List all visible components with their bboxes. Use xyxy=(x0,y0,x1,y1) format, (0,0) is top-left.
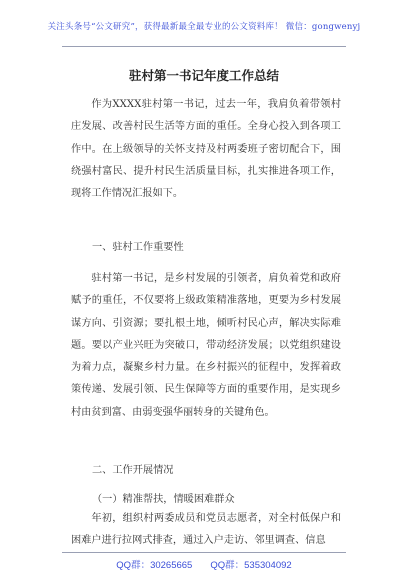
document-title: 驻村第一书记年度工作总结 xyxy=(128,68,279,83)
section-1-paragraph: 驻村第一书记，是乡村发展的引领者，肩负着党和政府赋予的重任，不仅要将上级政策精准落地，更要为乡村发展谋方向、引资源；要扎根土地，倾听村民心声，解决实际难题。要以产业兴旺为突破口，带动经济发展；以党组织建设为着力点，凝聚乡村力量。在乡村振兴的征程中，发挥着政策传递、发展引领、民生保障等方面的重要作用，是实现乡村由贫到富、由弱变强华丽转身的关键角色。 xyxy=(71,273,341,418)
footer xyxy=(0,557,408,571)
footer-divider xyxy=(62,552,346,553)
section-2-subheading-1: （一）精准帮扶，情暖困难群众 xyxy=(92,494,235,505)
section-1-heading: 一、驻村工作重要性 xyxy=(92,242,184,253)
section-2-sub-1-paragraph: 年初，组织村两委成员和党员志愿者，对全村低保户和困难户进行拉网式排查，通过入户走访、邻里调查、信息 xyxy=(71,513,341,547)
intro-paragraph: 作为XXXX驻村第一书记，过去一年，我肩负着带领村庄发展、改善村民生活等方面的重任。全身心投入到各项工作中。在上级领导的关怀支持及村两委班子密切配合下，围绕强村富民、提升村民生活质量目标，扎实推进各项工作，现将工作情况汇报如下。 xyxy=(71,99,341,200)
footer-qq-group-1: QQ群：30265665 xyxy=(116,560,193,571)
header-banner: 关注头条号“公文研究”，获得最新最全最专业的公文资料库！ 微信：gongwenyj xyxy=(47,22,361,32)
header-divider xyxy=(62,46,346,47)
footer-qq-group-2: QQ群：535304092 xyxy=(210,560,292,571)
section-2-heading: 二、工作开展情况 xyxy=(92,465,174,476)
